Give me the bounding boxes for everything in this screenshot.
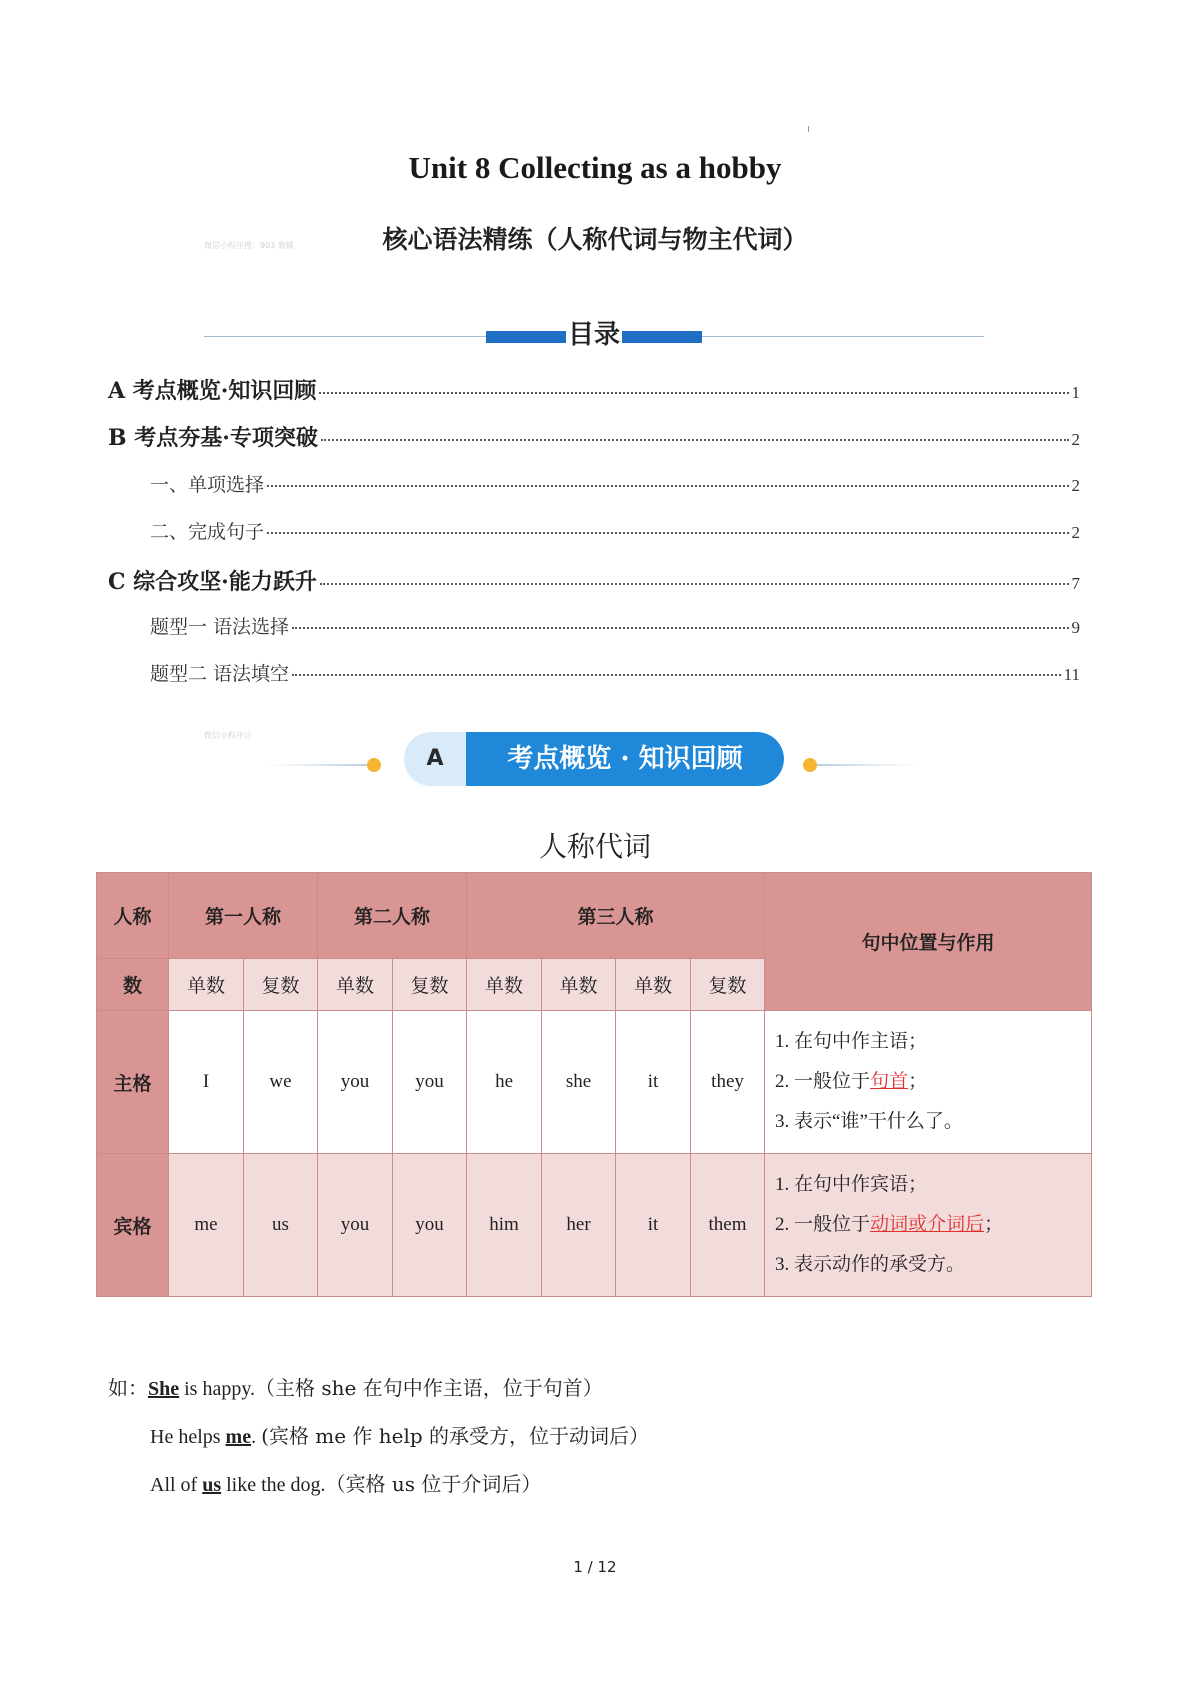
pronoun-cell: you [318,1011,393,1154]
section-banner [404,732,784,786]
pronoun-cell: we [244,1011,318,1154]
stray-mark [808,126,809,132]
document-title: Unit 8 Collecting as a hobby [408,150,782,185]
toc-entry-page: 11 [1063,665,1080,684]
toc-entry[interactable] [108,565,1080,596]
toc-entry-label: B 考点夯基·专项突破 [108,425,318,451]
header-singular: 单数 [169,959,244,1011]
toc-entry[interactable] [150,659,1080,686]
table-header-row [97,873,1092,959]
example-sentence: All of us like the dog.（宾格 us 位于介词后） [150,1472,542,1496]
banner-dot-right [803,758,817,772]
header-singular: 单数 [616,959,691,1011]
toc-leader-dots [292,674,1061,676]
banner-dot-left [367,758,381,772]
toc-leader-dots [321,439,1069,441]
section-title: 人称代词 [538,830,651,863]
header-singular: 单数 [542,959,616,1011]
pronoun-cell: you [318,1154,393,1297]
toc-entry-label: 二、完成句子 [150,521,265,543]
pronoun-cell: her [542,1154,616,1297]
pronoun-cell: it [616,1154,691,1297]
example-sentence: He helps me. (宾格 me 作 help 的承受方，位于动词后） [150,1424,650,1448]
toc-entry-label: 一、单项选择 [150,474,265,496]
toc-heading: 目录 [568,320,621,350]
toc-entry-page: 2 [1071,523,1080,542]
usage-note: 2. 一般位于句首； [775,1071,928,1092]
example-keyword: She [148,1378,180,1400]
table-row-objective [97,1154,1092,1297]
toc-entry-label: 题型二 语法填空 [150,663,290,685]
toc-entry-page: 7 [1071,574,1080,593]
toc-leader-dots [292,627,1068,629]
header-first-person: 第一人称 [169,873,318,959]
header-singular: 单数 [467,959,542,1011]
example-sentence: 如：She is happy.（主格 she 在句中作主语，位于句首） [108,1376,603,1400]
pronoun-cell: you [393,1154,467,1297]
toc-rule-right [702,336,984,337]
watermark-text: 微信小程序计 [204,731,252,740]
row-label-nominative: 主格 [97,1011,169,1154]
highlight-text: 动词或介词后 [870,1214,985,1235]
banner-letter: A [426,746,444,771]
toc-entry[interactable] [108,374,1080,405]
usage-note: 3. 表示动作的承受方。 [775,1254,966,1275]
example-keyword: me [225,1426,252,1448]
document-subtitle: 核心语法精练（人称代词与物主代词） [382,225,808,254]
toc-entry-label: A 考点概览·知识回顾 [108,378,317,404]
toc-entry-page: 9 [1071,618,1080,637]
toc-entry-page: 2 [1071,430,1080,449]
banner-text: 考点概览 · 知识回顾 [466,732,784,786]
toc-entry[interactable] [150,517,1080,544]
header-plural: 复数 [691,959,765,1011]
pronoun-cell: he [467,1011,542,1154]
toc-entry[interactable] [150,470,1080,497]
toc-entry-page: 2 [1071,476,1080,495]
header-plural: 复数 [244,959,318,1011]
header-person: 人称 [97,873,169,959]
usage-notes-objective [765,1154,1092,1297]
pronoun-cell: me [169,1154,244,1297]
usage-note: 1. 在句中作宾语； [775,1174,928,1195]
pronoun-cell: them [691,1154,765,1297]
toc-bar-left [486,331,566,343]
header-number: 数 [97,959,169,1011]
watermark-text: 微信小程序搜：903 教辅 [204,241,294,250]
pronoun-cell: us [244,1154,318,1297]
pronoun-cell: I [169,1011,244,1154]
header-plural: 复数 [393,959,467,1011]
toc-rule-left [204,336,486,337]
usage-note: 2. 一般位于动词或介词后； [775,1214,1004,1235]
pronoun-cell: you [393,1011,467,1154]
toc-entry[interactable] [108,421,1080,452]
row-label-objective: 宾格 [97,1154,169,1297]
toc-bar-right [622,331,702,343]
toc-leader-dots [319,392,1068,394]
banner-line-right [817,764,917,766]
header-position: 句中位置与作用 [765,873,1092,1011]
toc-leader-dots [267,485,1068,487]
pronoun-cell: him [467,1154,542,1297]
highlight-text: 句首 [870,1071,909,1092]
toc-leader-dots [320,583,1069,585]
header-third-person: 第三人称 [467,873,765,959]
pronoun-cell: they [691,1011,765,1154]
page-number: 1 / 12 [573,1558,617,1576]
usage-note: 1. 在句中作主语； [775,1031,928,1052]
table-row-nominative [97,1011,1092,1154]
toc-leader-dots [267,532,1068,534]
banner-line-left [268,764,368,766]
pronoun-table [96,872,1092,1297]
example-keyword: us [202,1474,222,1496]
pronoun-cell: it [616,1011,691,1154]
pronoun-cell: she [542,1011,616,1154]
toc-entry-label: C 综合攻坚·能力跃升 [108,569,317,595]
toc-entry-label: 题型一 语法选择 [150,616,290,638]
header-second-person: 第二人称 [318,873,467,959]
toc-entry[interactable] [150,612,1080,639]
usage-notes-nominative [765,1011,1092,1154]
usage-note: 3. 表示“谁”干什么了。 [775,1111,963,1132]
header-singular: 单数 [318,959,393,1011]
toc-entry-page: 1 [1071,383,1080,402]
